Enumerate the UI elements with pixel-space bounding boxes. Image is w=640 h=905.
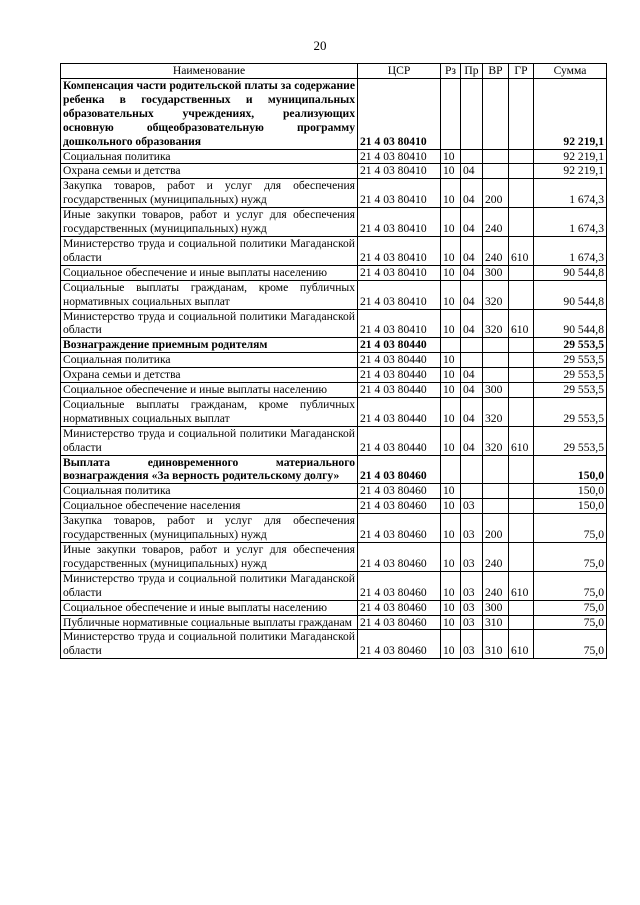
table-row <box>61 499 607 514</box>
cell-sum: 92 219,1 <box>534 164 607 179</box>
cell-rz: 10 <box>441 149 461 164</box>
cell-name: Публичные нормативные социальные выплаты гражданам <box>61 615 358 630</box>
cell-vr: 300 <box>483 265 509 280</box>
table-row <box>61 615 607 630</box>
table-row <box>61 630 607 659</box>
cell-name: Социальные выплаты гражданам, кроме публичных нормативных социальных выплат <box>61 397 358 426</box>
cell-rz: 10 <box>441 208 461 237</box>
header-rz: Рз <box>441 64 461 79</box>
cell-rz: 10 <box>441 280 461 309</box>
cell-vr <box>483 455 509 484</box>
cell-pr: 04 <box>461 179 483 208</box>
cell-vr: 240 <box>483 543 509 572</box>
cell-sum: 75,0 <box>534 543 607 572</box>
cell-gr <box>509 499 534 514</box>
cell-rz <box>441 455 461 484</box>
cell-gr: 610 <box>509 630 534 659</box>
cell-csr: 21 4 03 80460 <box>358 615 441 630</box>
cell-rz: 10 <box>441 236 461 265</box>
cell-pr: 03 <box>461 600 483 615</box>
cell-rz: 10 <box>441 543 461 572</box>
cell-name: Социальное обеспечение населения <box>61 499 358 514</box>
cell-pr <box>461 338 483 353</box>
cell-vr: 320 <box>483 397 509 426</box>
cell-sum: 75,0 <box>534 571 607 600</box>
table-row <box>61 265 607 280</box>
cell-name: Охрана семьи и детства <box>61 368 358 383</box>
cell-sum: 29 553,5 <box>534 368 607 383</box>
cell-name: Социальное обеспечение и иные выплаты населению <box>61 265 358 280</box>
cell-csr: 21 4 03 80440 <box>358 383 441 398</box>
cell-rz <box>441 79 461 150</box>
cell-vr: 320 <box>483 280 509 309</box>
header-gr: ГР <box>509 64 534 79</box>
cell-pr: 04 <box>461 309 483 338</box>
cell-vr <box>483 484 509 499</box>
cell-name: Иные закупки товаров, работ и услуг для обеспечения государственных (муниципальных) нужд <box>61 543 358 572</box>
cell-rz: 10 <box>441 265 461 280</box>
table-row <box>61 149 607 164</box>
cell-pr: 04 <box>461 208 483 237</box>
cell-name: Иные закупки товаров, работ и услуг для обеспечения государственных (муниципальных) нужд <box>61 208 358 237</box>
cell-csr: 21 4 03 80460 <box>358 600 441 615</box>
cell-name: Закупка товаров, работ и услуг для обеспечения государственных (муниципальных) нужд <box>61 179 358 208</box>
cell-vr: 310 <box>483 615 509 630</box>
cell-sum: 150,0 <box>534 455 607 484</box>
cell-gr <box>509 543 534 572</box>
cell-name: Закупка товаров, работ и услуг для обеспечения государственных (муниципальных) нужд <box>61 514 358 543</box>
cell-pr <box>461 455 483 484</box>
cell-gr: 610 <box>509 236 534 265</box>
cell-sum: 29 553,5 <box>534 383 607 398</box>
cell-pr: 04 <box>461 383 483 398</box>
cell-csr: 21 4 03 80460 <box>358 571 441 600</box>
cell-vr: 320 <box>483 426 509 455</box>
cell-pr <box>461 149 483 164</box>
cell-pr: 03 <box>461 499 483 514</box>
cell-name: Социальная политика <box>61 353 358 368</box>
cell-rz: 10 <box>441 499 461 514</box>
table-row <box>61 236 607 265</box>
cell-pr: 03 <box>461 543 483 572</box>
cell-csr: 21 4 03 80410 <box>358 179 441 208</box>
cell-gr <box>509 164 534 179</box>
table-body <box>61 79 607 659</box>
cell-name: Социальные выплаты гражданам, кроме публичных нормативных социальных выплат <box>61 280 358 309</box>
header-pr: Пр <box>461 64 483 79</box>
table-row <box>61 514 607 543</box>
cell-rz: 10 <box>441 630 461 659</box>
cell-pr <box>461 484 483 499</box>
cell-sum: 1 674,3 <box>534 208 607 237</box>
cell-sum: 92 219,1 <box>534 149 607 164</box>
budget-table <box>60 63 607 659</box>
cell-gr: 610 <box>509 426 534 455</box>
cell-gr <box>509 455 534 484</box>
cell-rz: 10 <box>441 571 461 600</box>
cell-gr <box>509 149 534 164</box>
cell-name: Социальная политика <box>61 149 358 164</box>
cell-pr: 04 <box>461 236 483 265</box>
cell-vr: 200 <box>483 179 509 208</box>
cell-csr: 21 4 03 80440 <box>358 397 441 426</box>
table-row <box>61 455 607 484</box>
cell-pr: 04 <box>461 368 483 383</box>
cell-rz: 10 <box>441 514 461 543</box>
cell-gr <box>509 368 534 383</box>
table-row <box>61 426 607 455</box>
table-row <box>61 280 607 309</box>
cell-pr: 04 <box>461 280 483 309</box>
cell-csr: 21 4 03 80460 <box>358 455 441 484</box>
cell-csr: 21 4 03 80460 <box>358 499 441 514</box>
cell-sum: 90 544,8 <box>534 280 607 309</box>
cell-pr: 04 <box>461 397 483 426</box>
cell-pr: 04 <box>461 164 483 179</box>
cell-pr <box>461 79 483 150</box>
table-header-row <box>61 64 607 79</box>
cell-rz: 10 <box>441 615 461 630</box>
cell-pr <box>461 353 483 368</box>
cell-gr <box>509 600 534 615</box>
cell-vr <box>483 149 509 164</box>
cell-name: Министерство труда и социальной политики Магаданской области <box>61 571 358 600</box>
cell-name: Министерство труда и социальной политики Магаданской области <box>61 236 358 265</box>
cell-rz: 10 <box>441 484 461 499</box>
cell-vr <box>483 338 509 353</box>
cell-vr: 240 <box>483 571 509 600</box>
cell-sum: 150,0 <box>534 499 607 514</box>
cell-rz <box>441 338 461 353</box>
cell-gr <box>509 208 534 237</box>
cell-name: Вознаграждение приемным родителям <box>61 338 358 353</box>
cell-vr: 320 <box>483 309 509 338</box>
cell-sum: 75,0 <box>534 615 607 630</box>
cell-sum: 75,0 <box>534 514 607 543</box>
cell-csr: 21 4 03 80410 <box>358 309 441 338</box>
cell-pr: 03 <box>461 630 483 659</box>
cell-name: Выплата единовременного материального вознаграждения «За верность родительскому долгу» <box>61 455 358 484</box>
cell-csr: 21 4 03 80410 <box>358 79 441 150</box>
header-vr: ВР <box>483 64 509 79</box>
cell-csr: 21 4 03 80460 <box>358 630 441 659</box>
table-row <box>61 79 607 150</box>
cell-csr: 21 4 03 80410 <box>358 149 441 164</box>
cell-sum: 90 544,8 <box>534 309 607 338</box>
cell-gr <box>509 353 534 368</box>
cell-rz: 10 <box>441 600 461 615</box>
cell-vr: 240 <box>483 208 509 237</box>
cell-csr: 21 4 03 80410 <box>358 164 441 179</box>
cell-vr <box>483 164 509 179</box>
cell-pr: 03 <box>461 514 483 543</box>
table-row <box>61 484 607 499</box>
cell-sum: 92 219,1 <box>534 79 607 150</box>
table-row <box>61 338 607 353</box>
cell-sum: 1 674,3 <box>534 179 607 208</box>
cell-csr: 21 4 03 80440 <box>358 338 441 353</box>
cell-csr: 21 4 03 80410 <box>358 265 441 280</box>
table-row <box>61 164 607 179</box>
cell-sum: 29 553,5 <box>534 426 607 455</box>
table-row <box>61 383 607 398</box>
cell-sum: 75,0 <box>534 630 607 659</box>
table-row <box>61 179 607 208</box>
cell-csr: 21 4 03 80410 <box>358 236 441 265</box>
cell-rz: 10 <box>441 368 461 383</box>
header-name: Наименование <box>61 64 358 79</box>
cell-sum: 90 544,8 <box>534 265 607 280</box>
table-row <box>61 397 607 426</box>
cell-pr: 03 <box>461 571 483 600</box>
cell-name: Министерство труда и социальной политики Магаданской области <box>61 309 358 338</box>
cell-sum: 1 674,3 <box>534 236 607 265</box>
cell-gr <box>509 397 534 426</box>
cell-sum: 29 553,5 <box>534 353 607 368</box>
table-row <box>61 600 607 615</box>
cell-name: Министерство труда и социальной политики Магаданской области <box>61 426 358 455</box>
cell-csr: 21 4 03 80440 <box>358 353 441 368</box>
cell-vr: 300 <box>483 383 509 398</box>
cell-sum: 29 553,5 <box>534 397 607 426</box>
table-row <box>61 309 607 338</box>
table-row <box>61 368 607 383</box>
cell-sum: 75,0 <box>534 600 607 615</box>
cell-gr <box>509 383 534 398</box>
cell-vr <box>483 353 509 368</box>
cell-csr: 21 4 03 80460 <box>358 484 441 499</box>
cell-vr: 310 <box>483 630 509 659</box>
cell-gr: 610 <box>509 309 534 338</box>
cell-gr <box>509 280 534 309</box>
cell-csr: 21 4 03 80410 <box>358 280 441 309</box>
table-row <box>61 208 607 237</box>
cell-csr: 21 4 03 80440 <box>358 426 441 455</box>
page-number: 20 <box>313 38 327 53</box>
cell-pr: 04 <box>461 426 483 455</box>
cell-gr <box>509 79 534 150</box>
table-row <box>61 543 607 572</box>
cell-pr: 04 <box>461 265 483 280</box>
cell-sum: 150,0 <box>534 484 607 499</box>
header-csr: ЦСР <box>358 64 441 79</box>
cell-csr: 21 4 03 80460 <box>358 543 441 572</box>
cell-pr: 03 <box>461 615 483 630</box>
cell-rz: 10 <box>441 397 461 426</box>
cell-gr: 610 <box>509 571 534 600</box>
table-row <box>61 353 607 368</box>
cell-rz: 10 <box>441 164 461 179</box>
cell-rz: 10 <box>441 426 461 455</box>
cell-gr <box>509 338 534 353</box>
cell-csr: 21 4 03 80440 <box>358 368 441 383</box>
cell-vr <box>483 79 509 150</box>
cell-gr <box>509 615 534 630</box>
cell-rz: 10 <box>441 179 461 208</box>
cell-vr: 240 <box>483 236 509 265</box>
cell-gr <box>509 514 534 543</box>
cell-sum: 29 553,5 <box>534 338 607 353</box>
cell-vr <box>483 368 509 383</box>
cell-name: Министерство труда и социальной политики Магаданской области <box>61 630 358 659</box>
cell-name: Охрана семьи и детства <box>61 164 358 179</box>
cell-name: Компенсация части родительской платы за содержание ребенка в государственных и муниципальных образовательных учреждениях, реализующих основную общеобразовательную программу дошкольного образования <box>61 79 358 150</box>
cell-name: Социальная политика <box>61 484 358 499</box>
cell-rz: 10 <box>441 353 461 368</box>
cell-gr <box>509 179 534 208</box>
cell-rz: 10 <box>441 309 461 338</box>
cell-vr: 300 <box>483 600 509 615</box>
cell-name: Социальное обеспечение и иные выплаты населению <box>61 600 358 615</box>
table-row <box>61 571 607 600</box>
cell-name: Социальное обеспечение и иные выплаты населению <box>61 383 358 398</box>
cell-vr <box>483 499 509 514</box>
cell-gr <box>509 484 534 499</box>
cell-vr: 200 <box>483 514 509 543</box>
header-sum: Сумма <box>534 64 607 79</box>
cell-csr: 21 4 03 80410 <box>358 208 441 237</box>
cell-gr <box>509 265 534 280</box>
cell-csr: 21 4 03 80460 <box>358 514 441 543</box>
cell-rz: 10 <box>441 383 461 398</box>
